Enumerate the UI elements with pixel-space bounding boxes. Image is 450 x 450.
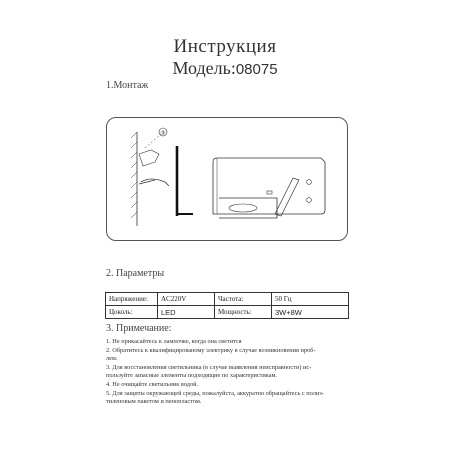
wall-hatching xyxy=(131,132,137,218)
note-line: пользуйте запасные элементы подходящие по характеристикам. xyxy=(106,372,278,380)
model-line xyxy=(0,58,450,79)
callout-line xyxy=(145,134,161,148)
model-number: 08075 xyxy=(235,61,278,78)
switch-indicator xyxy=(267,191,272,194)
table-row xyxy=(106,293,349,306)
param-label-power: Мощность: xyxy=(215,306,272,319)
reading-lamp-lens xyxy=(229,204,257,212)
parameters-table xyxy=(105,292,349,319)
param-value-voltage: AC220V xyxy=(158,293,215,306)
button-top xyxy=(307,180,312,185)
param-value-power: 3W+8W xyxy=(272,306,349,319)
lamp-body xyxy=(213,158,325,214)
param-label-frequency: Частота: xyxy=(215,293,272,306)
param-value-frequency: 50 Гц xyxy=(272,293,349,306)
note-line: 3. Для восстановления светильника (в случае выявления неисправности) ис- xyxy=(106,363,312,371)
section-mounting-heading: 1.Монтаж xyxy=(106,80,149,91)
note-line: тиленовым пакетом и пенопластом. xyxy=(106,398,202,406)
note-line: лем. xyxy=(106,355,118,363)
button-bottom xyxy=(307,198,312,203)
document-title: Инструкция xyxy=(173,36,277,57)
model-label: Модель: xyxy=(172,58,236,78)
note-line: 5. Для защиты окружающей среды, пожалуйста, аккуратно обращайтесь с полиэ- xyxy=(106,389,325,397)
junction-box xyxy=(139,150,159,166)
reading-arm xyxy=(275,178,299,216)
note-line: 2. Обратитесь к квалифицированому электрику в случае возникновения проб- xyxy=(106,346,316,354)
param-value-base: LED xyxy=(158,306,215,319)
lamp-shelf xyxy=(219,198,277,218)
section-parameters-heading: 2. Параметры xyxy=(106,268,165,279)
notes-list xyxy=(106,338,356,407)
param-label-voltage: Напряжение: xyxy=(106,293,158,306)
note-line: 4. Не очищайте светильник водой. xyxy=(106,380,199,388)
mounting-diagram xyxy=(106,117,348,241)
param-label-base: Цоколь: xyxy=(106,306,158,319)
table-row xyxy=(106,306,349,319)
section-notes-heading: 3. Примечание: xyxy=(106,323,172,334)
callout-number: ③ xyxy=(160,131,166,137)
mounting-illustration xyxy=(107,118,349,242)
note-line: 1. Не прикасайтесь к лампочке, когда она светится xyxy=(106,338,242,345)
